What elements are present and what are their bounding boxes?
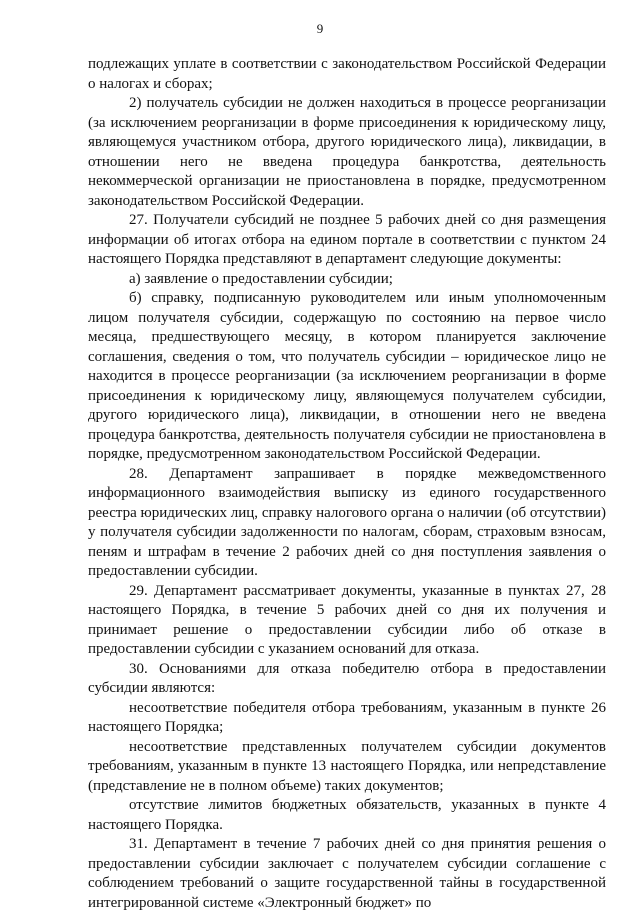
paragraph-27-a: а) заявление о предоставлении субсидии; xyxy=(129,270,393,287)
paragraph-item-2: 2) получатель субсидии не должен находиться в процессе реорганизации (за исключением реорганизации в форме присоединения к юридическому лицу, являющемуся участником отбора, другого юридического лица), ликвидации, в отношении него не введена процедура банкротства, деятельность некоммерческой организации не приостановлена в порядке, предусмотренном законодательством Российской Федерации. xyxy=(88,95,606,209)
paragraph-29: 29. Департамент рассматривает документы, указанные в пунктах 27, 28 настоящего Порядка, в течение 5 рабочих дней со дня их получения и принимает решение о предоставлении субсидии либо об отказе в предоставлении субсидии с указанием оснований для отказа. xyxy=(88,582,606,657)
paragraph-30: 30. Основаниями для отказа победителю отбора в предоставлении субсидии являются: xyxy=(88,660,606,696)
paragraph-31: 31. Департамент в течение 7 рабочих дней со дня принятия решения о предоставлении субсидии заключает с получателем субсидии соглашение с соблюдением требований о защите государственной тайны в государственной интегрированной системе «Электронный бюджет» по xyxy=(88,836,606,911)
paragraph-30-reason-2: несоответствие представленных получателем субсидии документов требованиям, указанным в пункте 13 настоящего Порядка, или непредставление (представление не в полном объеме) таких документов; xyxy=(88,738,606,794)
paragraph-27-b: б) справку, подписанную руководителем или иным уполномоченным лицом получателя субсидии, содержащую по состоянию на первое число месяца, предшествующего месяцу, в котором планируется заключение соглашения, сведения о том, что получатель субсидии – юридическое лицо не находится в процессе реорганизации (за исключением реорганизации в форме присоединения к юридическому лицу, являющемуся получателем субсидии, другого юридического лица), ликвидации, в отношении него не введена процедура банкротства, деятельность получателя субсидии не приостановлена в порядке, предусмотренном законодательством Российской Федерации. xyxy=(88,290,606,462)
paragraph-30-reason-1: несоответствие победителя отбора требованиям, указанным в пункте 26 настоящего Порядка; xyxy=(88,699,606,735)
paragraph-continuation: подлежащих уплате в соответствии с законодательством Российской Федерации о налогах и сборах; xyxy=(88,56,606,92)
page-number: 9 xyxy=(316,21,324,36)
document-body xyxy=(88,55,606,913)
paragraph-27: 27. Получатели субсидий не позднее 5 рабочих дней со дня размещения информации об итогах отбора на едином портале в соответствии с пунктом 24 настоящего Порядка представляют в департамент следующие документы: xyxy=(88,212,606,267)
paragraph-30-reason-3: отсутствие лимитов бюджетных обязательств, указанных в пункте 4 настоящего Порядка. xyxy=(88,797,606,833)
paragraph-28: 28. Департамент запрашивает в порядке межведомственного информационного взаимодействия выписку из единого государственного реестра юридических лиц, справку налогового органа о наличии (об отсутствии) у получателя субсидии задолженности по налогам, сборам, страховым взносам, пеням и штрафам в течение 2 рабочих дней со дня поступления заявления о предоставлении субсидии. xyxy=(88,465,606,579)
